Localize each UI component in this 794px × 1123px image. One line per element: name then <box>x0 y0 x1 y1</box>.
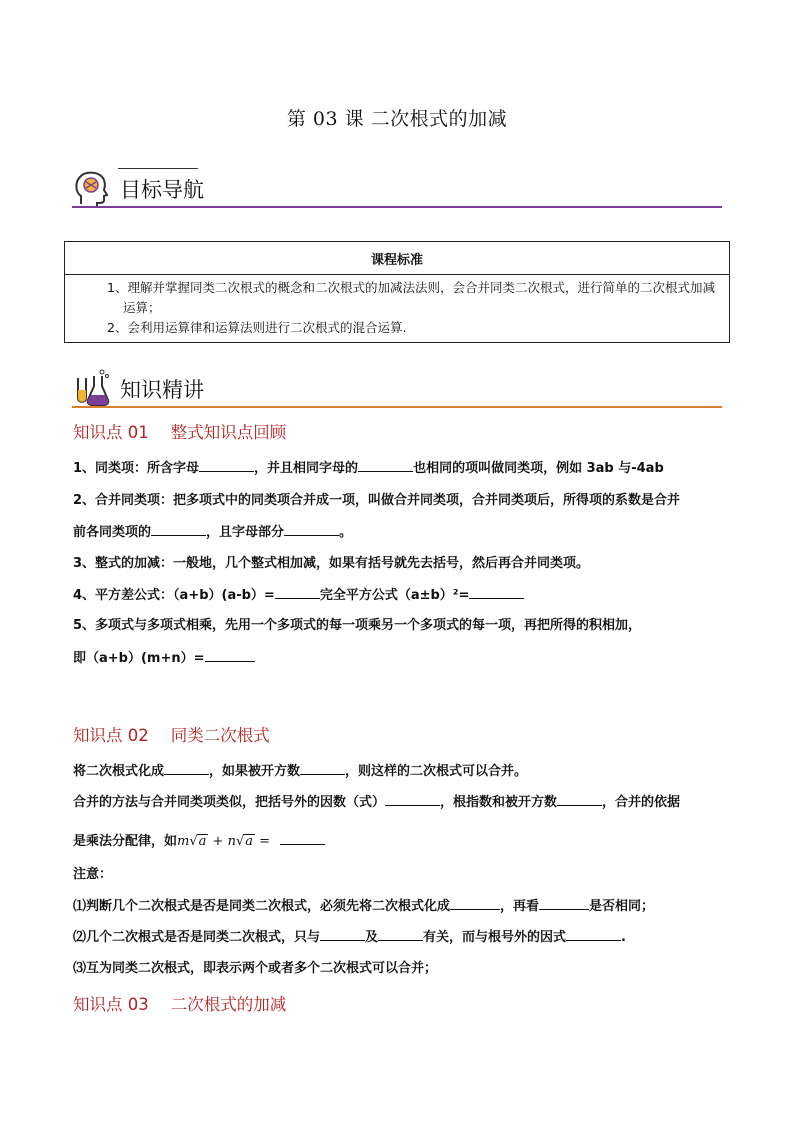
lab-flask-icon <box>72 368 112 408</box>
standard-item: 2、会利用运算律和运算法则进行二次根式的混合运算. <box>107 320 407 335</box>
header-topline <box>118 168 198 169</box>
knowledge-point-heading <box>73 722 270 746</box>
kp-title: 同类二次根式 <box>170 726 270 745</box>
text-line: 前各同类项的 ，且字母部分 。 <box>73 525 353 540</box>
section-label: 知识精讲 <box>120 378 204 402</box>
fill-blank <box>469 586 524 599</box>
sqrt-symbol: √ <box>189 834 198 849</box>
table-header: 课程标准 <box>65 242 730 275</box>
page-title: 第 03 课 二次根式的加减 <box>286 108 508 130</box>
fill-blank <box>164 762 209 775</box>
fill-blank <box>566 928 621 941</box>
fill-blank <box>284 523 339 536</box>
section-header-goals <box>72 168 722 208</box>
text-line: 5、多项式与多项式相乘，先用一个多项式的每一项乘另一个多项式的每一项，再把所得的积相加， <box>73 618 642 633</box>
fill-blank <box>450 897 500 910</box>
fill-blank <box>539 897 589 910</box>
text-line: 合并的方法与合并同类项类似，把括号外的因数（式） ，根指数和被开方数 ，合并的依据 <box>73 795 681 810</box>
kp-number: 知识点 01 <box>73 423 149 442</box>
sqrt-symbol: √ <box>235 834 245 849</box>
section-rule <box>72 406 722 408</box>
fill-blank <box>199 459 254 472</box>
text-line: 2、合并同类项：把多项式中的同类项合并成一项，叫做合并同类项，合并同类项后，所得项的系数是合并 <box>73 493 681 508</box>
fill-blank <box>385 793 440 806</box>
fill-blank <box>557 793 602 806</box>
text-line: ⑵几个二次根式是否是同类二次根式，只与 及 有关，而与根号外的因式 . <box>73 930 626 945</box>
section-label: 目标导航 <box>120 178 204 202</box>
kp-number: 知识点 03 <box>73 995 149 1014</box>
brain-head-icon <box>72 168 112 208</box>
text-line: 将二次根式化成 ，如果被开方数 ，则这样的二次根式可以合并。 <box>73 764 528 779</box>
fill-blank <box>280 832 325 845</box>
kp-title: 整式知识点回顾 <box>170 423 287 442</box>
text-line: 1、同类项：所含字母 ，并且相同字母的 也相同的项叫做同类项，例如 3ab 与-4ab <box>73 461 664 476</box>
kp-title: 二次根式的加减 <box>170 995 287 1014</box>
text-line: 4、平方差公式：（a+b）(a-b）= 完全平方公式（a±b）²= <box>73 584 733 603</box>
kp-number: 知识点 02 <box>73 726 149 745</box>
section-header-knowledge <box>72 368 722 408</box>
text-line: ⑴判断几个二次根式是否是同类二次根式，必须先将二次根式化成 ，再看 是否相同； <box>73 899 655 914</box>
knowledge-point-heading <box>73 419 286 443</box>
text-line: 是乘法分配律，如m√a + n√a = <box>73 830 733 849</box>
fill-blank <box>320 928 365 941</box>
fill-blank <box>358 459 413 472</box>
fill-blank <box>300 762 345 775</box>
fill-blank <box>205 649 255 662</box>
text-line: 即（a+b）(m+n）= <box>73 647 733 666</box>
knowledge-point-heading <box>73 991 286 1015</box>
section-rule <box>72 206 722 208</box>
table-cell <box>65 275 730 343</box>
formula: m√a + n√a = <box>177 834 275 849</box>
text-line: 3、整式的加减：一般地，几个整式相加减，如果有括号就先去括号，然后再合并同类项。 <box>73 556 590 571</box>
text-line: ⑶互为同类二次根式，即表示两个或者多个二次根式可以合并； <box>73 961 438 976</box>
fill-blank <box>275 586 320 599</box>
standard-item: 1、理解并掌握同类二次根式的概念和二次根式的加减法法则，会合并同类二次根式，进行简单的二次根式加减运算； <box>107 280 715 315</box>
fill-blank <box>151 523 206 536</box>
fill-blank <box>378 928 423 941</box>
course-standard-table <box>64 241 730 343</box>
note-label: 注意： <box>73 867 113 882</box>
